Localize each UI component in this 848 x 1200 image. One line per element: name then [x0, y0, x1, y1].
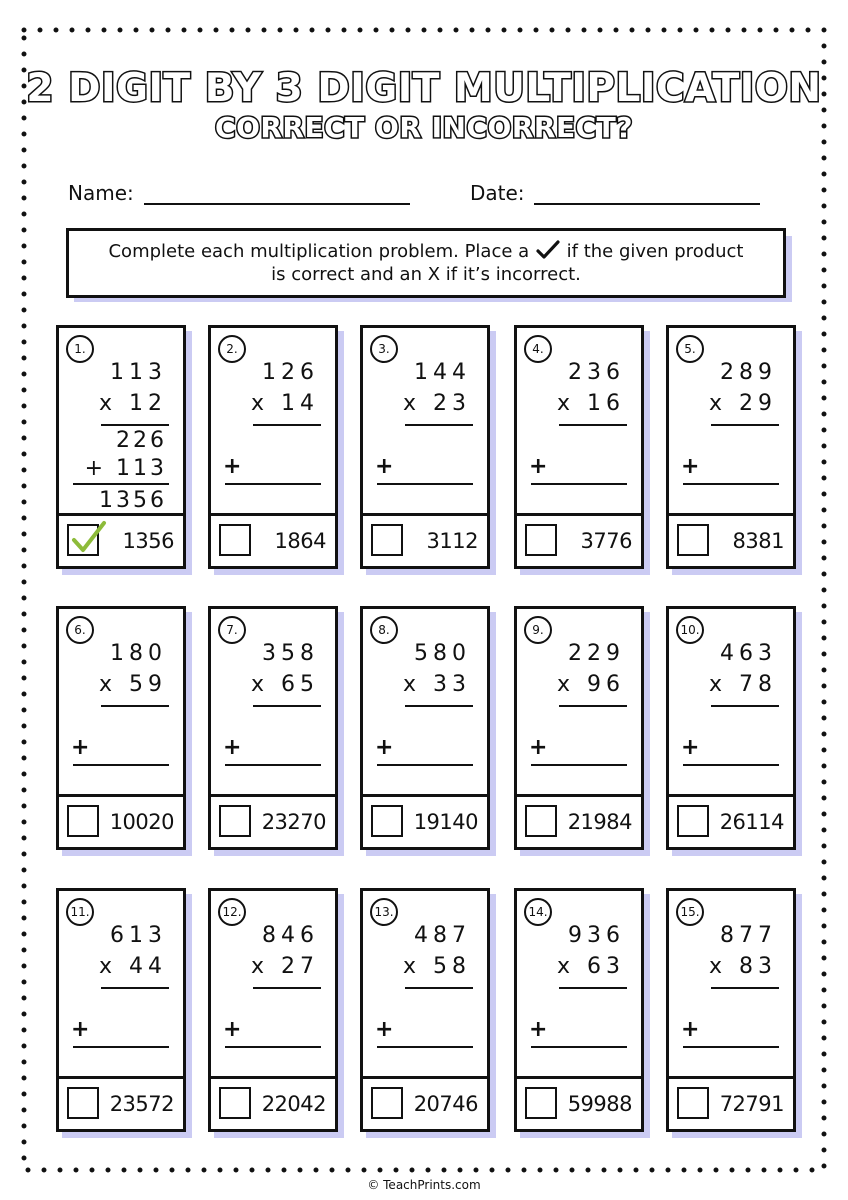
name-label: Name: — [68, 181, 134, 205]
given-product: 3776 — [580, 529, 632, 553]
card-box — [360, 888, 490, 1132]
answer-row — [211, 794, 335, 847]
product-rule — [711, 705, 779, 707]
product-rule — [101, 705, 169, 707]
card-box — [360, 325, 490, 569]
problem-number: 1. — [66, 335, 94, 363]
answer-row — [363, 513, 487, 566]
answer-row — [59, 794, 183, 847]
answer-checkbox[interactable] — [525, 524, 557, 556]
instructions-line-1: Complete each multiplication problem. Place a if the given product — [108, 241, 744, 262]
instructions-line-2: is correct and an X if it’s incorrect. — [271, 264, 581, 285]
multiplicand: 877 — [720, 923, 777, 948]
sum-rule[interactable] — [683, 764, 779, 766]
answer-checkbox[interactable] — [525, 805, 557, 837]
answer-checkbox[interactable] — [371, 1087, 403, 1119]
plus-sign: + — [681, 735, 700, 760]
answer-row — [669, 794, 793, 847]
problem-number: 15. — [676, 898, 704, 926]
problem-card — [514, 606, 644, 850]
card-box — [666, 888, 796, 1132]
product-rule — [405, 424, 473, 426]
multiplier: x 96 — [556, 672, 625, 697]
sum-rule[interactable] — [225, 483, 321, 485]
given-product: 22042 — [261, 1092, 326, 1116]
worksheet-title: 2 DIGIT BY 3 DIGIT MULTIPLICATION — [26, 66, 822, 111]
problem-card — [360, 606, 490, 850]
multiplicand: 846 — [262, 923, 319, 948]
answer-checkbox[interactable] — [371, 524, 403, 556]
date-label: Date: — [470, 181, 525, 205]
given-product: 59988 — [567, 1092, 632, 1116]
given-product: 1864 — [274, 529, 326, 553]
given-product: 26114 — [719, 810, 784, 834]
given-product: 23270 — [261, 810, 326, 834]
sum-rule[interactable] — [531, 764, 627, 766]
answer-row — [59, 1076, 183, 1129]
instructions-box — [66, 228, 786, 298]
problem-card — [666, 325, 796, 569]
card-box — [360, 606, 490, 850]
multiplicand: 180 — [110, 641, 167, 666]
plus-sign: + — [71, 735, 90, 760]
multiplicand: 126 — [262, 360, 319, 385]
answer-checkbox[interactable] — [219, 805, 251, 837]
multiplier: x 63 — [556, 954, 625, 979]
given-product: 19140 — [413, 810, 478, 834]
product-rule — [559, 705, 627, 707]
answer-row — [669, 1076, 793, 1129]
multiplier: x 78 — [708, 672, 777, 697]
sum-rule — [73, 483, 169, 485]
work-result: 1356 — [99, 488, 167, 513]
problem-number: 12. — [218, 898, 246, 926]
product-rule — [253, 705, 321, 707]
card-box — [514, 325, 644, 569]
problem-number: 2. — [218, 335, 246, 363]
plus-sign: + — [223, 735, 242, 760]
problem-number: 13. — [370, 898, 398, 926]
sum-rule[interactable] — [377, 483, 473, 485]
plus-sign: + — [71, 1017, 90, 1042]
product-rule — [405, 987, 473, 989]
multiplier: x 16 — [556, 391, 625, 416]
answer-row — [669, 513, 793, 566]
multiplicand: 289 — [720, 360, 777, 385]
given-product: 23572 — [109, 1092, 174, 1116]
problem-card — [514, 325, 644, 569]
multiplier: x 44 — [98, 954, 167, 979]
problem-card — [666, 888, 796, 1132]
sum-rule[interactable] — [531, 483, 627, 485]
plus-sign: + — [681, 1017, 700, 1042]
multiplicand: 580 — [414, 641, 471, 666]
answer-row — [59, 513, 183, 566]
problem-card — [360, 888, 490, 1132]
answer-row — [363, 1076, 487, 1129]
problem-number: 10. — [676, 616, 704, 644]
multiplier: x 83 — [708, 954, 777, 979]
answer-row — [517, 513, 641, 566]
answer-row — [517, 1076, 641, 1129]
name-field[interactable] — [144, 203, 410, 205]
problem-card — [56, 606, 186, 850]
date-field[interactable] — [534, 203, 760, 205]
multiplicand: 358 — [262, 641, 319, 666]
given-product: 20746 — [413, 1092, 478, 1116]
check-mark-icon — [535, 240, 561, 260]
card-box — [666, 325, 796, 569]
answer-checkbox[interactable] — [677, 805, 709, 837]
answer-checkbox[interactable] — [677, 524, 709, 556]
multiplier: x 29 — [708, 391, 777, 416]
multiplier: x 65 — [250, 672, 319, 697]
sum-rule[interactable] — [73, 764, 169, 766]
problem-number: 6. — [66, 616, 94, 644]
answer-checkbox[interactable] — [525, 1087, 557, 1119]
problem-number: 5. — [676, 335, 704, 363]
product-rule — [559, 987, 627, 989]
partial-product-2: + 113 — [84, 456, 167, 481]
card-box — [208, 606, 338, 850]
problem-number: 9. — [524, 616, 552, 644]
problem-card — [56, 888, 186, 1132]
plus-sign: + — [529, 1017, 548, 1042]
product-rule — [101, 987, 169, 989]
multiplicand: 487 — [414, 923, 471, 948]
multiplicand: 144 — [414, 360, 471, 385]
card-box — [56, 325, 186, 569]
plus-sign: + — [529, 735, 548, 760]
answer-checkbox[interactable] — [677, 1087, 709, 1119]
given-product: 1356 — [122, 529, 174, 553]
multiplier: x 33 — [402, 672, 471, 697]
multiplicand: 613 — [110, 923, 167, 948]
plus-sign: + — [375, 1017, 394, 1042]
given-product: 21984 — [567, 810, 632, 834]
problem-card — [666, 606, 796, 850]
partial-product-1: 226 — [116, 428, 167, 453]
problem-number: 7. — [218, 616, 246, 644]
problem-card — [208, 606, 338, 850]
problem-number: 14. — [524, 898, 552, 926]
multiplicand: 463 — [720, 641, 777, 666]
card-box — [56, 606, 186, 850]
card-box — [208, 325, 338, 569]
multiplicand: 936 — [568, 923, 625, 948]
multiplier: x 59 — [98, 672, 167, 697]
problem-number: 8. — [370, 616, 398, 644]
multiplier: x 12 — [98, 391, 167, 416]
sum-rule[interactable] — [73, 1046, 169, 1048]
given-product: 8381 — [732, 529, 784, 553]
check-mark-icon — [71, 520, 107, 556]
multiplicand: 113 — [110, 360, 167, 385]
sum-rule[interactable] — [377, 1046, 473, 1048]
plus-sign: + — [223, 454, 242, 479]
problem-number: 11. — [66, 898, 94, 926]
problem-card — [514, 888, 644, 1132]
answer-row — [211, 513, 335, 566]
multiplicand: 229 — [568, 641, 625, 666]
plus-sign: + — [375, 454, 394, 479]
given-product: 3112 — [426, 529, 478, 553]
product-rule — [711, 424, 779, 426]
card-box — [514, 888, 644, 1132]
multiplier: x 27 — [250, 954, 319, 979]
problem-card — [208, 888, 338, 1132]
sum-rule[interactable] — [377, 764, 473, 766]
answer-row — [517, 794, 641, 847]
answer-checkbox[interactable] — [219, 1087, 251, 1119]
answer-checkbox[interactable] — [67, 1087, 99, 1119]
product-rule — [253, 424, 321, 426]
given-product: 72791 — [719, 1092, 784, 1116]
multiplier: x 58 — [402, 954, 471, 979]
product-rule — [253, 987, 321, 989]
problem-card — [208, 325, 338, 569]
product-rule — [405, 705, 473, 707]
copyright-footer: © TeachPrints.com — [367, 1178, 481, 1192]
worksheet-subtitle: CORRECT OR INCORRECT? — [215, 111, 633, 144]
problem-number: 4. — [524, 335, 552, 363]
answer-checkbox[interactable] — [67, 524, 99, 556]
plus-sign: + — [681, 454, 700, 479]
problem-number: 3. — [370, 335, 398, 363]
sum-rule[interactable] — [225, 764, 321, 766]
plus-sign: + — [529, 454, 548, 479]
card-box — [514, 606, 644, 850]
problem-card — [56, 325, 186, 569]
product-rule — [559, 424, 627, 426]
card-box — [208, 888, 338, 1132]
sum-rule[interactable] — [531, 1046, 627, 1048]
card-box — [666, 606, 796, 850]
product-rule — [711, 987, 779, 989]
sum-rule[interactable] — [225, 1046, 321, 1048]
answer-checkbox[interactable] — [371, 805, 403, 837]
plus-sign: + — [223, 1017, 242, 1042]
answer-row — [363, 794, 487, 847]
answer-checkbox[interactable] — [67, 805, 99, 837]
answer-checkbox[interactable] — [219, 524, 251, 556]
problem-card — [360, 325, 490, 569]
multiplicand: 236 — [568, 360, 625, 385]
sum-rule[interactable] — [683, 483, 779, 485]
given-product: 10020 — [109, 810, 174, 834]
plus-sign: + — [375, 735, 394, 760]
sum-rule[interactable] — [683, 1046, 779, 1048]
multiplier: x 14 — [250, 391, 319, 416]
card-box — [56, 888, 186, 1132]
answer-row — [211, 1076, 335, 1129]
product-rule — [101, 424, 169, 426]
multiplier: x 23 — [402, 391, 471, 416]
